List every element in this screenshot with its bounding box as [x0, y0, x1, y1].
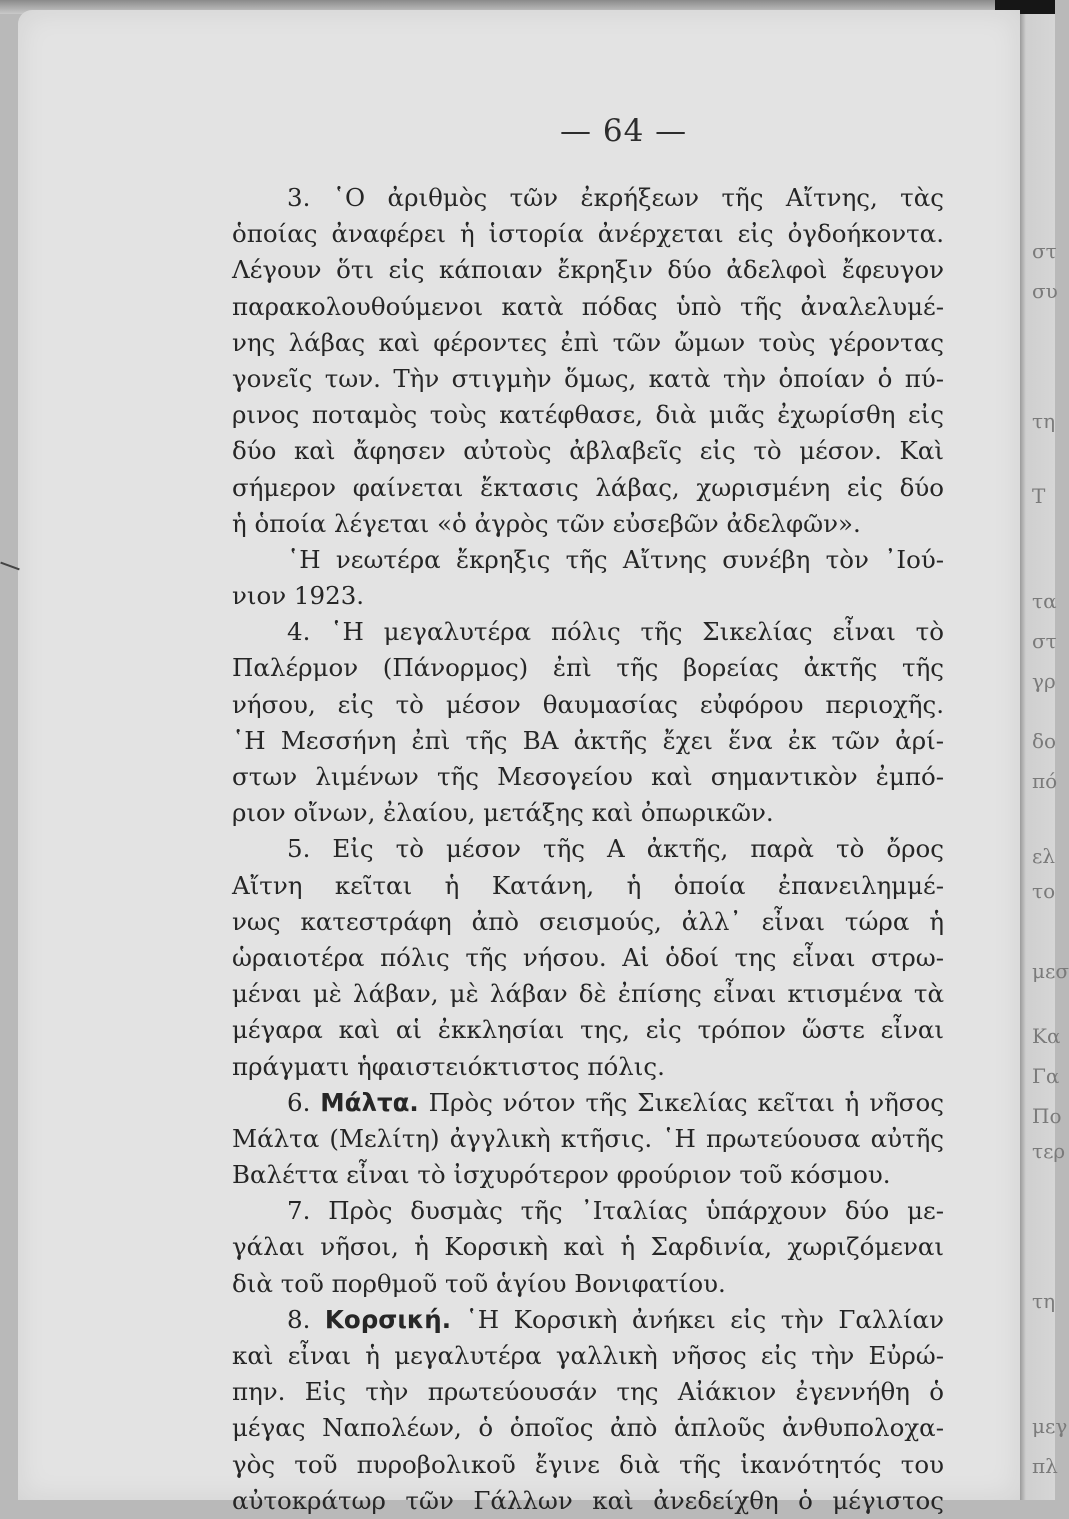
text-line: νως κατεστράφη ἀπὸ σεισμούς, ἀλλ᾿ εἶναι τώρα ἡ — [232, 906, 944, 936]
line-rest: ῾Η Κορσικὴ ἀνήκει εἰς τὴν Γαλλίαν — [451, 1304, 944, 1334]
text-line: ἡ ὁποία λέγεται «ὁ ἀγρὸς τῶν εὐσεβῶν ἀδελφῶν». — [232, 508, 861, 538]
text-line: 7. Πρὸς δυσμὰς τῆς ᾿Ιταλίας ὑπάρχουν δύο με- — [287, 1196, 944, 1226]
adjacent-page-fragment: τη — [1032, 409, 1056, 433]
adjacent-page-fragment: Γα — [1032, 1064, 1060, 1088]
adjacent-page-fragment: ελ — [1032, 844, 1056, 868]
adjacent-page-fragment: τα — [1032, 589, 1057, 613]
adjacent-page-fragment: μεγ — [1032, 1414, 1068, 1438]
text-line: διὰ τοῦ πορθμοῦ τοῦ ἁγίου Βονιφατίου. — [232, 1268, 726, 1298]
text-line: ῾Η Μεσσήνη ἐπὶ τῆς ΒΑ ἀκτῆς ἔχει ἕνα ἐκ τῶν ἀρί- — [232, 725, 944, 755]
adjacent-page-fragment: στ — [1032, 239, 1057, 263]
text-line: αὐτοκράτωρ τῶν Γάλλων καὶ ἀνεδείχθη ὁ μέγιστος — [232, 1485, 944, 1515]
text-line: πην. Εἰς τὴν πρωτεύουσάν της Αἰάκιον ἐγεννήθη ὁ — [232, 1377, 944, 1407]
section-heading: Κορσική. — [324, 1304, 452, 1334]
adjacent-page-fragment: πό — [1032, 769, 1058, 793]
text-line: ρινος ποταμὸς τοὺς κατέφθασε, διὰ μιᾶς ἐχωρίσθη εἰς — [232, 400, 944, 430]
text-line: σήμερον φαίνεται ἔκτασις λάβας, χωρισμένη εἰς δύο — [232, 472, 944, 502]
text-line: γὸς τοῦ πυροβολικοῦ ἔγινε διὰ τῆς ἱκανότητός του — [232, 1449, 944, 1479]
text-line: στων λιμένων τῆς Μεσογείου καὶ σημαντικὸν ἐμπό- — [232, 762, 944, 791]
margin-mark — [0, 562, 19, 571]
line-rest: Πρὸς νότον τῆς Σικελίας κεῖται ἡ νῆσος — [418, 1087, 944, 1117]
text-line: γονεῖς των. Τὴν στιγμὴν ὅμως, κατὰ τὴν ὁποίαν ὁ πύ- — [232, 363, 944, 393]
text-line: Αἴτνη κεῖται ἡ Κατάνη, ἡ ὁποία ἐπανειλημμέ- — [232, 870, 944, 900]
text-line: ὁποίας ἀναφέρει ἡ ἱστορία ἀνέρχεται εἰς ὀγδοήκοντα. — [232, 219, 944, 249]
line-prefix: 6. — [287, 1087, 321, 1117]
text-line: Μάλτα (Μελίτη) ἀγγλικὴ κτῆσις. ῾Η πρωτεύουσα αὐτῆς — [232, 1123, 944, 1153]
adjacent-page-fragment: Πο — [1032, 1104, 1062, 1128]
adjacent-page-fragment: Τ — [1032, 484, 1046, 508]
text-line — [232, 1302, 944, 1338]
text-line: μέγαρα καὶ αἱ ἐκκλησίαι της, εἰς τρόπον ὥστε εἶναι — [232, 1015, 944, 1045]
text-line: νήσου, εἰς τὸ μέσον θαυμασίας εὐφόρου περιοχῆς. — [232, 689, 944, 719]
text-line: Λέγουν ὅτι εἰς κάποιαν ἔκρηξιν δύο ἀδελφοὶ ἔφευγον — [232, 255, 944, 285]
text-line: πράγματι ἡφαιστειόκτιστος πόλις. — [232, 1051, 665, 1081]
text-line: Παλέρμον (Πάνορμος) ἐπὶ τῆς βορείας ἀκτῆς τῆς — [232, 653, 944, 683]
adjacent-page-fragment: πλ — [1032, 1454, 1058, 1478]
text-line: νης λάβας καὶ φέροντες ἐπὶ τῶν ὤμων τοὺς γέροντας — [232, 327, 944, 357]
adjacent-page-fragment: τη — [1032, 1289, 1056, 1313]
text-line: ῾Η νεωτέρα ἔκρηξις τῆς Αἴτνης συνέβη τὸν ᾿Ιού- — [287, 544, 944, 574]
text-line: 3. ῾Ο ἀριθμὸς τῶν ἐκρήξεων τῆς Αἴτνης, τὰς — [287, 183, 944, 212]
page-number: — 64 — — [560, 113, 688, 149]
adjacent-page-fragment: δο — [1032, 729, 1057, 753]
adjacent-page-fragment: μεσ — [1032, 959, 1069, 983]
text-line: Βαλέττα εἶναι τὸ ἰσχυρότερον φρούριον τοῦ κόσμου. — [232, 1160, 891, 1190]
text-line: 4. ῾Η μεγαλυτέρα πόλις τῆς Σικελίας εἶναι τὸ — [287, 617, 944, 647]
text-line: μέγας Ναπολέων, ὁ ὁποῖος ἀπὸ ἁπλοῦς ἀνθυπολοχα- — [232, 1413, 944, 1443]
text-line: ὡραιοτέρα πόλις τῆς νήσου. Αἱ ὁδοί της εἶναι στρω- — [232, 942, 944, 972]
text-line: γάλαι νῆσοι, ἡ Κορσικὴ καὶ ἡ Σαρδινία, χωριζόμεναι — [232, 1232, 944, 1262]
text-line: δύο καὶ ἄφησεν αὐτοὺς ἀβλαβεῖς εἰς τὸ μέσον. Καὶ — [232, 436, 944, 466]
text-line: παρακολουθούμενοι κατὰ πόδας ὑπὸ τῆς ἀναλελυμέ- — [232, 291, 944, 321]
adjacent-page-fragment: Κα — [1032, 1024, 1061, 1048]
text-line: 5. Εἰς τὸ μέσον τῆς Α ἀκτῆς, παρὰ τὸ ὄρος — [287, 834, 944, 864]
adjacent-page-fragment: στ — [1032, 629, 1057, 653]
page-text — [232, 180, 944, 1519]
text-line: καὶ εἶναι ἡ μεγαλυτέρα γαλλικὴ νῆσος εἰς τὴν Εὐρώ- — [232, 1341, 944, 1370]
section-heading: Μάλτα. — [320, 1087, 419, 1117]
adjacent-page-fragment: γρ — [1032, 669, 1056, 693]
adjacent-page-edge — [1020, 14, 1069, 1500]
text-line: ριον οἴνων, ἐλαίου, μετάξης καὶ ὀπωρικῶν. — [232, 798, 774, 828]
adjacent-page-fragment: τερ — [1032, 1139, 1066, 1163]
text-line: νιον 1923. — [232, 581, 365, 611]
text-line — [232, 1085, 944, 1121]
text-line: μέναι μὲ λάβαν, μὲ λάβαν δὲ ἐπίσης εἶναι κτισμένα τὰ — [232, 979, 944, 1009]
adjacent-page-fragment: συ — [1032, 279, 1058, 303]
line-prefix: 8. — [287, 1304, 325, 1334]
adjacent-page-fragment: το — [1032, 879, 1056, 903]
